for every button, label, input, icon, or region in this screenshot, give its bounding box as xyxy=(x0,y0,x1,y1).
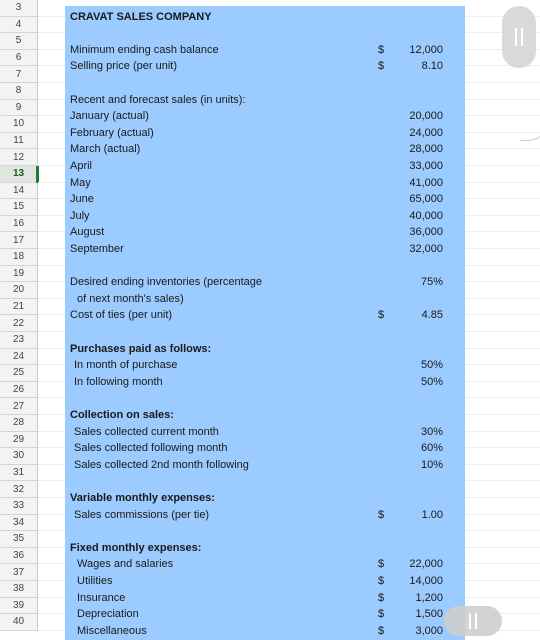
fixed-expense-value[interactable]: 14,000 xyxy=(409,574,443,587)
row-header[interactable]: 11 xyxy=(0,133,38,150)
fixed-expense-currency[interactable]: $ xyxy=(377,608,385,621)
purchases-header[interactable]: Purchases paid as follows: xyxy=(70,342,212,355)
fixed-expense-currency[interactable]: $ xyxy=(377,624,385,637)
sales-month-value[interactable]: 24,000 xyxy=(409,126,443,139)
grip-icon xyxy=(469,613,477,629)
row-header[interactable]: 29 xyxy=(0,432,38,449)
row-header[interactable]: 35 xyxy=(0,531,38,548)
row-header[interactable]: 3 xyxy=(0,0,38,17)
row-header[interactable]: 5 xyxy=(0,33,38,50)
row-header[interactable]: 19 xyxy=(0,266,38,283)
row-header[interactable]: 4 xyxy=(0,17,38,34)
fixed-expense-value[interactable]: 1,200 xyxy=(415,591,443,604)
sales-month-label[interactable]: September xyxy=(70,242,124,255)
inventory-label-line1[interactable]: Desired ending inventories (percentage xyxy=(70,276,263,289)
row-header[interactable]: 27 xyxy=(0,398,38,415)
collections-header[interactable]: Collection on sales: xyxy=(70,408,174,421)
row-header[interactable]: 10 xyxy=(0,116,38,133)
sales-header[interactable]: Recent and forecast sales (in units): xyxy=(70,93,246,106)
row-header[interactable]: 37 xyxy=(0,564,38,581)
sales-month-label[interactable]: August xyxy=(70,226,105,239)
fixed-expense-label[interactable]: Miscellaneous xyxy=(77,624,147,637)
collections-item-value[interactable]: 60% xyxy=(420,442,443,455)
selling-price-value[interactable]: 8.10 xyxy=(421,60,443,73)
selling-price-label[interactable]: Selling price (per unit) xyxy=(70,60,177,73)
row-header[interactable]: 9 xyxy=(0,100,38,117)
purchases-item-value[interactable]: 50% xyxy=(420,359,443,372)
inventory-label-line2[interactable]: of next month's sales) xyxy=(77,292,184,305)
row-header[interactable]: 32 xyxy=(0,481,38,498)
fixed-expense-label[interactable]: Wages and salaries xyxy=(77,558,174,571)
vertical-scroll-handle[interactable] xyxy=(502,6,536,68)
selected-row-marker xyxy=(36,166,39,183)
sales-month-value[interactable]: 33,000 xyxy=(409,159,443,172)
row-header[interactable]: 17 xyxy=(0,232,38,249)
row-header[interactable]: 15 xyxy=(0,199,38,216)
purchases-item-value[interactable]: 50% xyxy=(420,375,443,388)
variable-expense-value[interactable]: 1.00 xyxy=(421,508,443,521)
screen-edge xyxy=(520,60,540,141)
collections-item-value[interactable]: 30% xyxy=(420,425,443,438)
horizontal-scroll-handle[interactable] xyxy=(444,606,502,636)
fixed-expense-label[interactable]: Utilities xyxy=(77,574,113,587)
min-cash-label[interactable]: Minimum ending cash balance xyxy=(70,43,219,56)
sales-month-label[interactable]: January (actual) xyxy=(70,110,149,123)
row-header[interactable]: 8 xyxy=(0,83,38,100)
variable-expenses-header[interactable]: Variable monthly expenses: xyxy=(70,491,215,504)
min-cash-currency[interactable]: $ xyxy=(377,43,385,56)
row-header[interactable]: 33 xyxy=(0,498,38,515)
sales-month-label[interactable]: May xyxy=(70,176,91,189)
row-header[interactable]: 25 xyxy=(0,365,38,382)
variable-expense-currency[interactable]: $ xyxy=(377,508,385,521)
fixed-expenses-header[interactable]: Fixed monthly expenses: xyxy=(70,541,202,554)
cost-of-ties-currency[interactable]: $ xyxy=(377,309,385,322)
sales-month-value[interactable]: 32,000 xyxy=(409,242,443,255)
collections-item-label[interactable]: Sales collected following month xyxy=(74,442,228,455)
sales-month-value[interactable]: 40,000 xyxy=(409,209,443,222)
row-header[interactable]: 30 xyxy=(0,448,38,465)
row-header[interactable]: 39 xyxy=(0,598,38,615)
fixed-expense-currency[interactable]: $ xyxy=(377,558,385,571)
cost-of-ties-label[interactable]: Cost of ties (per unit) xyxy=(70,309,173,322)
sales-month-value[interactable]: 65,000 xyxy=(409,193,443,206)
row-header[interactable]: 21 xyxy=(0,299,38,316)
fixed-expense-value[interactable]: 22,000 xyxy=(409,558,443,571)
selling-price-currency[interactable]: $ xyxy=(377,60,385,73)
row-header[interactable]: 40 xyxy=(0,614,38,631)
fixed-expense-value[interactable]: 1,500 xyxy=(415,608,443,621)
row-header[interactable]: 20 xyxy=(0,282,38,299)
sales-month-label[interactable]: March (actual) xyxy=(70,143,141,156)
row-header[interactable]: 36 xyxy=(0,548,38,565)
purchases-item-label[interactable]: In month of purchase xyxy=(74,359,178,372)
row-header[interactable]: 24 xyxy=(0,349,38,366)
purchases-item-label[interactable]: In following month xyxy=(74,375,163,388)
sales-month-label[interactable]: June xyxy=(70,193,94,206)
row-header[interactable]: 31 xyxy=(0,465,38,482)
row-header[interactable]: 22 xyxy=(0,315,38,332)
row-header[interactable]: 12 xyxy=(0,149,38,166)
collections-item-label[interactable]: Sales collected current month xyxy=(74,425,219,438)
row-header[interactable]: 13 xyxy=(0,166,38,183)
sales-month-value[interactable]: 20,000 xyxy=(409,110,443,123)
company-title[interactable]: CRAVAT SALES COMPANY xyxy=(70,10,212,23)
row-header[interactable]: 18 xyxy=(0,249,38,266)
sales-month-label[interactable]: July xyxy=(70,209,90,222)
variable-expense-label[interactable]: Sales commissions (per tie) xyxy=(74,508,210,521)
sales-month-label[interactable]: April xyxy=(70,159,93,172)
sales-month-label[interactable]: February (actual) xyxy=(70,126,154,139)
fixed-expense-currency[interactable]: $ xyxy=(377,574,385,587)
row-header[interactable]: 16 xyxy=(0,216,38,233)
row-header[interactable]: 34 xyxy=(0,515,38,532)
row-header[interactable]: 14 xyxy=(0,183,38,200)
inventory-value[interactable]: 75% xyxy=(420,276,443,289)
collections-item-label[interactable]: Sales collected 2nd month following xyxy=(74,458,249,471)
collections-item-value[interactable]: 10% xyxy=(420,458,443,471)
row-header[interactable]: 7 xyxy=(0,66,38,83)
fixed-expense-label[interactable]: Insurance xyxy=(77,591,126,604)
grip-icon xyxy=(515,28,523,46)
min-cash-value[interactable]: 12,000 xyxy=(409,43,443,56)
sales-month-value[interactable]: 28,000 xyxy=(409,143,443,156)
sales-month-value[interactable]: 41,000 xyxy=(409,176,443,189)
sales-month-value[interactable]: 36,000 xyxy=(409,226,443,239)
row-header[interactable]: 26 xyxy=(0,382,38,399)
row-header[interactable]: 6 xyxy=(0,50,38,67)
row-header[interactable]: 28 xyxy=(0,415,38,432)
row-header[interactable]: 23 xyxy=(0,332,38,349)
fixed-expense-currency[interactable]: $ xyxy=(377,591,385,604)
fixed-expense-value[interactable]: 3,000 xyxy=(415,624,443,637)
cost-of-ties-value[interactable]: 4.85 xyxy=(421,309,443,322)
fixed-expense-label[interactable]: Depreciation xyxy=(77,608,139,621)
row-header[interactable]: 38 xyxy=(0,581,38,598)
